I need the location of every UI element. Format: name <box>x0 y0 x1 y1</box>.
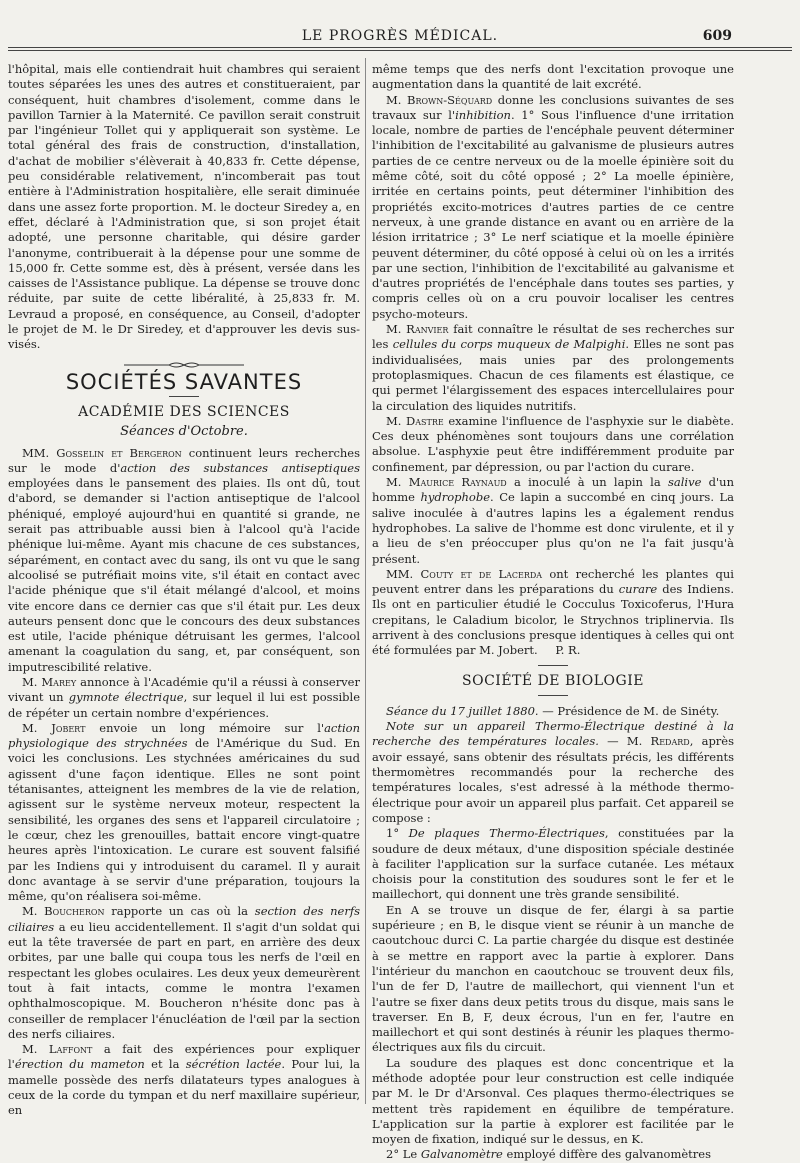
section-title: SOCIÉTÉS SAVANTES <box>65 369 303 394</box>
author-name: M. Ranvier <box>386 322 449 337</box>
article-marey: M. Marey annonce à l'Académie qu'il a réussi à conserver vivant un gymnote électrique, sur lequel il lui est possible de répéter un certain nombre d'expériences. <box>8 674 361 720</box>
solder-description: La soudure des plaques est donc concentrique et la méthode adoptée pour leur construction est celle indiquée par M. le Dr d'Arsonval. Ces plaques thermo-électriques se mettent très rapidement en équilibre de température. L'application sur la partie à explorer est facilitée par le moyen de fixation, indiqué sur le dessus, en K. <box>372 1055 734 1147</box>
author-name: MM. Gosselin et Bergeron <box>22 445 182 460</box>
left-column <box>8 62 360 1119</box>
running-title: LE PROGRÈS MÉDICAL. <box>301 28 499 44</box>
hospital-paragraph: l'hôpital, mais elle contiendrait huit chambres qui seraient toutes séparées les unes des autres et constitueraient, par conséquent, huit chambres d'isolement, comme dans le pavillon Tarnier à la Maternité. Ce pavillon serait construit par l'ingénieur Tollet qui y appliquerait son système. Le total général des frais de construction, d'installation, d'achat de mobilier s'élèverait à 40,833 fr. Cette dépense, peu considérable relativement, n'incomberait pas tout entière à l'Administration hospitalière, elle serait diminuée dans une assez forte proportion. M. le docteur Siredey a, en effet, déclaré à l'Administration que, si son projet était adopté, une personne charitable, qui désire garder l'anonyme, contribuerait à la dépense pour une somme de 15,000 fr. Cette somme est, dès à présent, versée dans les caisses de l'Assistance publique. La dépense se trouve donc réduite, par suite de cette libéralité, à 25,833 fr. M. Levraud a proposé, en conséquence, au Conseil, d'adopter le projet de M. le Dr Siredey, et d'approuver les devis sus-visés. <box>8 62 360 352</box>
article-gosselin: MM. Gosselin et Bergeron continuent leurs recherches sur le mode d'action des substances antiseptiques employées dans le pansement des plaies. Ils ont dû, tout d'abord, se demander si l'action antiseptique de l'alcool phéniqué, employé aujourd'hui en quantité si grande, ne serait pas attribuable aussi bien à l'alcool qu'à l'acide phénique lui-même. Ayant mis chacune de ces substances, séparément, en contact avec du sang, ils ont vu que le sang alcoolisé se putréfiait moins vite, s'il était en contact avec l'acide phénique que s'il était mélangé d'alcool, et moins vite encore dans ce dernier cas que s'il était pur. Les deux auteurs pensent donc que le concours des deux substances est utile, l'acide phénique détruisant les germes, l'alcool amenant la coagulation du sang, et, par conséquent, son imputrescibilité relative. <box>8 445 360 674</box>
list-item-plates: 1° De plaques Thermo-Électriques, constituées par la soudure de deux métaux, d'une disposition spéciale destinée à faciliter l'application sur la surface cutanée. Les métaux choisis pour la constitution des soudures sont le fer et le maillechort, qui donnent une très grande sensibilité. <box>372 826 734 902</box>
article-jobert: M. Jobert envoie un long mémoire sur l'action physiologique des strychnées de l'Amérique du Sud. En voici les conclusions. Les stychnées américaines du sud agissent d'une façon identique. Elles ne sont point tétanisantes, atteignent les membres de la vie de relation, agissent sur le système nerveux moteur, respectent la sensibilité, les organes des sens et l'appareil circulatoire ; le cœur, chez les grenouilles, battait encore vingt-quatre heures après l'intoxication. Le curare est souvent falsifié par les Indiens qui y introduisent du caramel. Il y aurait donc avantage à se servir d'une préparation, toujours la même, qu'on réalisera soi-même. <box>8 720 360 904</box>
article-boucheron: M. Boucheron rapporte un cas où la section des nerfs ciliaires a eu lieu accidentellement. Il s'agit d'un soldat qui eut la tête traversée de part en part, en arrière des deux orbites, par une balle qui coupa tous les nerfs de l'œil en respectant les globes oculaires. Les deux yeux demeurèrent tout à fait intacts, comme le montra l'examen ophthalmoscopique. M. Boucheron n'hésite donc pas à conseiller de remplacer l'énucléation de l'œil par la section des nerfs ciliaires. <box>8 904 361 1041</box>
article-ranvier: M. Ranvier fait connaître le résultat de ses recherches sur les cellules du corps muqueux de Malpighi. Elles ne sont pas individualisées, mais unies par des prolongements protoplasmiques. Chacun de ces filaments est élastique, ce qui permet l'élargissement des espaces intercellulaires pour la circulation des liquides nutritifs. <box>372 322 734 413</box>
section-rule <box>169 396 199 397</box>
section-rule <box>538 695 568 696</box>
right-column <box>372 62 734 1163</box>
header-rule <box>8 47 792 48</box>
biology-session: Séance du 17 juillet 1880. — Présidence de M. de Sinéty. <box>386 703 720 718</box>
biology-title: SOCIÉTÉ DE BIOLOGIE <box>462 672 644 689</box>
article-redard: Note sur un appareil Thermo-Électrique destiné à la recherche des températures locales. — M. Redard, après avoir essayé, sans obtenir des résultats précis, les différents thermomètres recommandés pour la recherche des températures locales, s'est adressé à la méthode thermo-électrique pour avoir un appareil plus parfait. Cet appareil se compose : <box>372 719 735 825</box>
article-brown-sequard: M. Brown-Séquard donne les conclusions suivantes de ses travaux sur l'inhibition. 1° Sous l'influence d'une irritation locale, nombre de parties de l'encéphale peuvent déterminer l'inhibition de l'excitabilité au galvanisme de plusieurs autres parties de ce centre nerveux ou de la moelle épinière soit du même côté, soit du côté opposé ; 2° La moelle épinière, irritée en certains points, peut déterminer l'inhibition des propriétés excito-motrices d'autres parties de ce centre nerveux, à une grande distance en avant ou en arrière de la lésion irritatrice ; 3° Le nerf sciatique et la moelle épinière peuvent déterminer, du côté opposé à celui où on les a irrités par une section, l'inhibition de l'excitabilité au galvanisme et d'autres propriétés de l'encéphale dans toutes ses parties, y compris celles où on a cru pouvoir localiser les centres psycho-moteurs. <box>372 92 735 321</box>
disk-description: En A se trouve un disque de fer, élargi à sa partie supérieure ; en B, le disque vient se réunir à un manche de caoutchouc durci C. La partie chargée du disque est destinée à se mettre en rapport avec la partie à explorer. Dans l'intérieur du manchon en caoutchouc se trouvent deux fils, l'un de fer D, l'autre de maillechort, qui viennent l'un et l'autre se fixer dans deux petits trous du disque, mais sans le traverser. En B, F, deux écrous, l'un en fer, l'autre en maillechort et qui sont destinés à réunir les plaques thermo-électriques aux fils du circuit. <box>372 902 734 1055</box>
article-laffont: M. Laffont a fait des expériences pour expliquer l'érection du mameton et la sécrétion lactée. Pour lui, la mamelle possède des nerfs dilatateurs types analogues à ceux de la corde du tympan et du nerf maxillaire supérieur, en <box>8 1042 360 1118</box>
article-dastre: M. Dastre examine l'influence de l'asphyxie sur le diabète. Ces deux phénomènes sont toujours dans une corrélation absolue. L'asphyxie peut être indifféremment produite par confinement, par dépression, ou par l'action du curare. <box>372 413 734 474</box>
page-header <box>0 20 800 46</box>
author-name: M. Marey <box>22 674 77 689</box>
author-name: MM. Couty et de Lacerda <box>386 566 543 581</box>
article-couty: MM. Couty et de Lacerda ont recherché les plantes qui peuvent entrer dans les préparations du curare des Indiens. Ils ont en particulier étudié le Cocculus Toxicoferus, l'Hura crepitans, le Caladium bicolor, le Strychnos triplinervia. Ils arrivent à des conclusions presque identiques à celles qui ont été formulées par M. Jobert. P. R. <box>372 566 734 658</box>
list-item-galvanometer: 2° Le Galvanomètre employé diffère des galvanomètres <box>386 1147 711 1162</box>
header-rule-double <box>8 50 792 51</box>
author-name: M. Laffont <box>22 1042 93 1057</box>
page-number: 609 <box>702 28 732 44</box>
continued-paragraph: même temps que des nerfs dont l'excitation provoque une augmentation dans la quantité de lait excrété. <box>372 62 734 92</box>
section-rule <box>538 665 568 666</box>
author-name: M. Dastre <box>386 413 444 428</box>
author-name: M. Brown-Séquard <box>386 92 493 107</box>
author-signature: P. R. <box>555 643 581 658</box>
author-name: M. Jobert <box>22 720 86 735</box>
academy-session: Séances d'Octobre. <box>120 424 248 440</box>
column-divider <box>365 58 366 1104</box>
author-name: M. Boucheron <box>22 904 105 919</box>
author-name: — M. Redard <box>598 734 690 749</box>
academy-title: ACADÉMIE DES SCIENCES <box>78 403 290 420</box>
ornament-divider <box>124 361 244 369</box>
author-name: M. Maurice Raynaud <box>386 475 507 490</box>
article-raynaud: M. Maurice Raynaud a inoculé à un lapin la salive d'un homme hydrophobe. Ce lapin a succombé en cinq jours. La salive inoculée à d'autres lapins les a également rendus hydrophobes. La salive de l'homme est donc virulente, et il y a lieu de s'en préoccuper plus qu'on ne l'a fait jusqu'à présent. <box>372 475 734 566</box>
